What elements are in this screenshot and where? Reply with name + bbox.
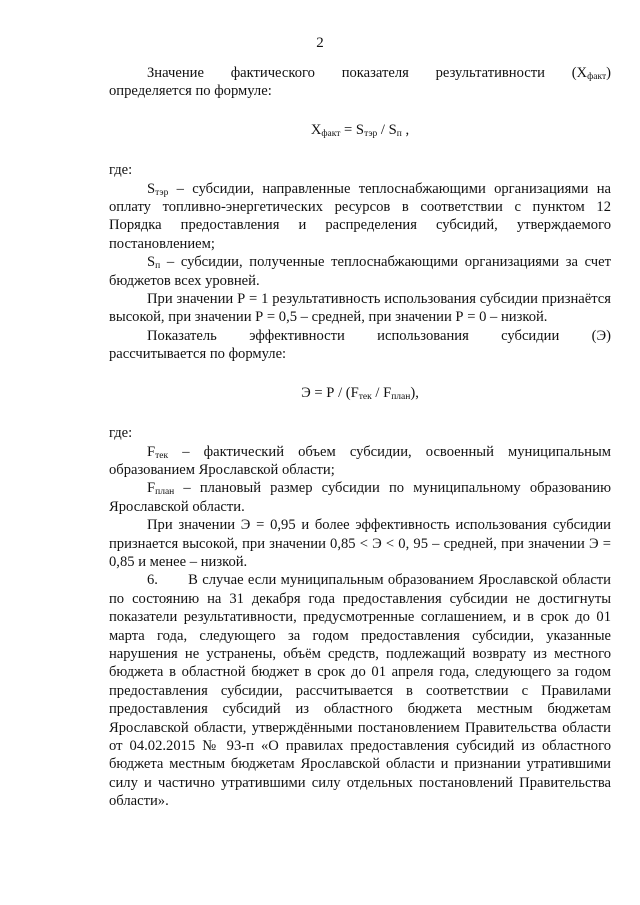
intro-text-end: ) [606, 65, 611, 81]
where-label-2: где: [109, 425, 133, 442]
formula-subscript: факт [321, 128, 341, 139]
formula-symbol: ), [410, 384, 419, 401]
definition-subscript: тек [155, 450, 169, 461]
formula-symbol: / F [371, 384, 392, 401]
formula-symbol: Э = Р / (F [301, 384, 359, 401]
paragraph-result-levels: При значении Р = 1 результативность использования субсидии признаётся высокой, при значении Р = 0,5 – средней, при значении Р = 0 – низкой. [109, 291, 611, 326]
definition-symbol: F [147, 443, 156, 460]
formula-symbol: = S [340, 121, 365, 138]
definition-text: – субсидии, полученные теплоснабжающими организациями за счет бюджетов всех уровней. [109, 254, 611, 289]
formula-subscript: п [396, 128, 402, 139]
definition-text: – плановый размер субсидии по муниципальному образованию Ярославской области. [109, 480, 611, 515]
definition-s-ter [109, 180, 611, 254]
intro-text: Значение фактического показателя результативности (X [147, 65, 588, 81]
intro-subscript: факт [587, 72, 607, 82]
definition-f-plan [109, 479, 611, 516]
formula-subscript: тек [358, 391, 372, 402]
document-body [109, 64, 611, 811]
definition-text: – фактический объем субсидии, освоенный муниципальным образованием Ярославской области; [109, 443, 611, 478]
formula-symbol: , [401, 121, 410, 138]
definition-f-tek [109, 443, 611, 480]
paragraph-efficiency-line2: рассчитывается по формуле: [109, 346, 287, 363]
definition-subscript: п [155, 261, 161, 272]
paragraph-efficiency-levels: При значении Э = 0,95 и более эффективность использования субсидии признается высокой, при значении 0,85 < Э < 0, 95 – средней, при значении Э = 0,85 и менее – низкой. [109, 517, 611, 570]
definition-s-p [109, 253, 611, 290]
definition-subscript: план [155, 487, 175, 498]
formula-subscript: план [391, 391, 411, 402]
formula-efficiency [109, 384, 611, 402]
formula-symbol: X [310, 121, 322, 138]
definition-symbol: S [147, 180, 156, 197]
definition-symbol: S [147, 254, 156, 271]
where-label-1: где: [109, 162, 133, 179]
paragraph-efficiency-line1: Показатель эффективности использования субсидии (Э) [147, 327, 611, 344]
page-number: 2 [316, 35, 324, 51]
intro-paragraph [109, 64, 611, 82]
formula-symbol: / S [377, 121, 397, 138]
definition-subscript: тэр [155, 187, 169, 198]
definition-symbol: F [147, 480, 156, 497]
definition-text: – субсидии, направленные теплоснабжающими организациями на оплату топливно-энергетических ресурсов в соответствии с пунктом 12 Порядка предоставления и распределения субсидий, утверждаемого постановлением; [109, 180, 611, 252]
paragraph-6: 6. В случае если муниципальным образованием Ярославской области по состоянию на 31 декабря года предоставления субсидии не достигнуты показатели результативности, предусмотренные соглашением, и в срок до 01 марта года, следующего за годом предоставления субсидии, указанные нарушения не устранены, объём средств, подлежащий возврату из местного бюджета в областной бюджет в срок до 01 апреля года, следующего за годом предоставления субсидии, рассчитывается в соответствии с Правилами предоставления субсидий из областного бюджета местным бюджетам Ярославской области, утверждёнными постановлением Правительства области от 04.02.2015 № 93-п «О правилах предоставления субсидий из областного бюджета местным бюджетам Ярославской области и признании утратившими силу и частично утратившими силу отдельных постановлений Правительства области». [109, 572, 611, 810]
formula-subscript: тэр [364, 128, 378, 139]
intro-line2: определяется по формуле: [109, 83, 272, 100]
formula-result [109, 121, 611, 139]
